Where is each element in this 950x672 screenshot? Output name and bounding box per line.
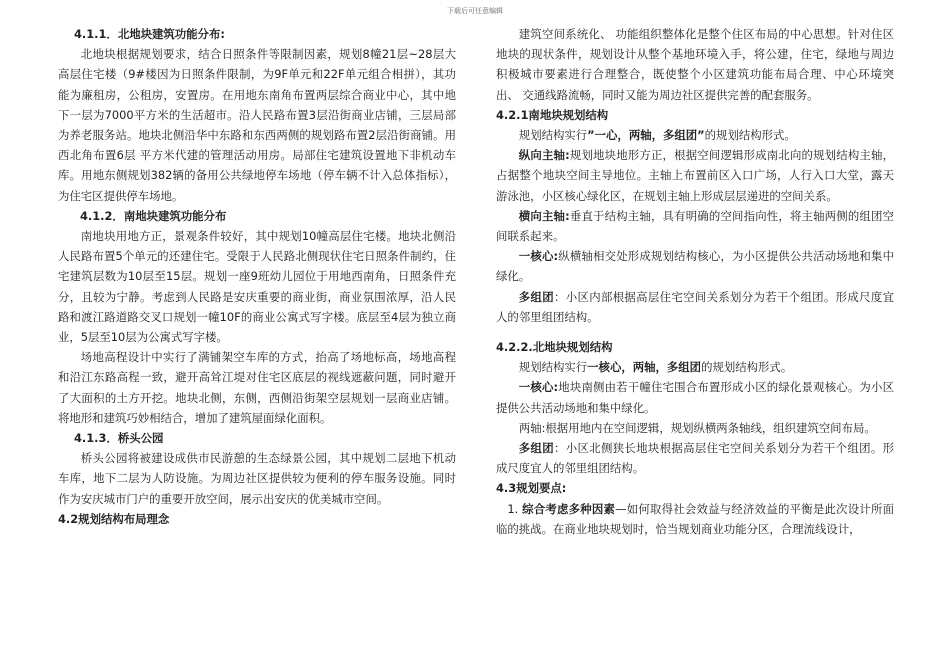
horizontal-axis-label: 横向主轴:	[518, 208, 570, 223]
right-column	[496, 24, 894, 539]
intro-structure: ”一心，两轴，多组团”	[587, 128, 705, 143]
horizontal-axis-text: 垂直于结构主轴，具有明确的空间指向性，将主轴两侧的组团空间联系起来。	[496, 208, 894, 244]
paragraph-4-1-2-a: 南地块用地方正，景观条件较好，其中规划10幢高层住宅楼。地块北侧沿人民路布置5个单元的还建住宅。受限于人民路北侧现状住宅日照条件制约，住宅建筑层数为10层至15层。规划一座9班幼儿园位于用地西南角，日照条件充分，且较为宁静。考虑到人民路是安庆重要的商业街，商业氛围浓厚，沿人民路和渡江路道路交叉口规划一幢10F的商业公寓式写字楼。底层至4层为独立商业，5层至10层为公寓式写字楼。	[58, 229, 456, 345]
point1-text: —如何取得社会效益与经济效益的平衡是此次设计所面临的挑战。在商业地块规划时，恰当规划商业功能分区，合理流线设计，	[496, 501, 894, 536]
vertical-axis-label: 纵向主轴:	[518, 148, 570, 163]
core-text: 纵横轴相交处形成规划结构核心，为小区提供公共活动场地和集中绿化。	[496, 249, 894, 284]
intro-pre: 规划结构实行	[518, 128, 588, 143]
point1-label: 综合考虑多种因素	[522, 501, 616, 516]
groups2-text: ：小区北侧狭长地块根据高层住宅空间关系划分为若干个组团。形成尺度宜人的邻里组团结构。	[496, 441, 894, 476]
core2-label: 一核心:	[518, 380, 559, 395]
intro2-pre: 规划结构实行	[518, 360, 588, 375]
paragraph-axes-2: 两轴:根据用地内在空间逻辑，规划纵横两条轴线，组织建筑空间布局。	[518, 420, 876, 435]
paragraph-4-2: 建筑空间系统化、 功能组织整体化是整个住区布局的中心思想。针对住区地块的现状条件，规划设计从整个基地环境入手，将公建，住宅，绿地与周边积极城市要素进行合理整合，既使整个小区建筑功能布局合理、中心环境突出、 交通线路流畅，同时又能为周边社区提供完善的配套服务。	[496, 27, 894, 102]
vertical-axis-text: 规划地块地形方正，根据空间逻辑形成南北向的规划结构主轴，占据整个地块空间主导地位。主轴上布置前区入口广场，人行入口大堂，露天游泳池，小区核心绿化区，在规划主轴上形成层层递进的空间关系。	[496, 148, 894, 203]
heading-4-2: 4.2规划结构布局理念	[58, 511, 170, 526]
core-label: 一核心:	[518, 249, 559, 264]
point1-number: 1.	[507, 501, 519, 516]
paragraph-4-2-2-intro	[496, 357, 894, 377]
groups2-label: 多组团	[518, 441, 555, 456]
heading-4-3: 4.3规划要点:	[496, 481, 567, 496]
heading-4-2-2: 4.2.2.北地块规划结构	[496, 340, 613, 355]
heading-4-2-1: 4.2.1南地块规划结构	[496, 107, 609, 122]
paragraph-4-1-3: 桥头公园将被建设成供市民游憩的生态绿景公园，其中规划二层地下机动车库，地下二层为人防设施。为周边社区提供较为便利的停车服务设施。同时作为安庆城市门户的重要开放空间，展示出安庆的优美城市空间。	[58, 451, 456, 506]
intro2-post: 的规划结构形式。	[701, 360, 793, 375]
header-note: 下载后可任意编辑	[447, 7, 503, 15]
intro-post: 的规划结构形式。	[704, 128, 796, 143]
core2-text: 地块南侧由若干幢住宅围合布置形成小区的绿化景观核心。为小区提供公共活动场地和集中绿化。	[496, 380, 894, 415]
paragraph-4-1-1: 北地块根据规划要求，结合日照条件等限制因素，规划8幢21层~28层大高层住宅楼（9#楼因为日照条件限制，为9F单元和22F单元组合相拼），其功能为廉租房，公租房，安置房。在用地东南角布置两层综合商业中心，其中地下一层为7000平方米的生活超市。沿人民路布置3层沿街商业店铺，三层局部为养老服务站。地块北侧沿华中东路和东西两侧的规划路布置2层沿街商铺。用西北角布置6层 平方米代建的管理活动用房。局部住宅建筑设置地下非机动车库。用地东侧规划382辆的备用公共绿地停车场地（停车辆不计入总体指标），为住宅区提供停车场地。	[58, 47, 456, 203]
paragraph-horizontal-axis	[496, 206, 894, 246]
intro2-structure: 一核心，两轴，多组团	[587, 360, 702, 375]
paragraph-point-1	[496, 499, 894, 539]
paragraph-4-2-1-intro	[496, 125, 894, 145]
paragraph-core	[496, 246, 894, 286]
paragraph-4-1-2-b: 场地高程设计中实行了满铺架空车库的方式，抬高了场地标高，场地高程和沿江东路高程一致，避开高耸江堤对住宅区底层的视线遮蔽问题，同时避开了大面积的土方开挖。地块北侧，东侧，西侧沿街架空层规划一层商业店铺。将地形和建筑巧妙相结合，增加了建筑屋面绿化面积。	[58, 350, 456, 425]
paragraph-vertical-axis	[496, 145, 894, 206]
section-gap	[496, 327, 894, 337]
groups-text: ：小区内部根据高层住宅空间关系划分为若干个组团。形成尺度宜人的邻里组团结构。	[496, 289, 894, 324]
paragraph-core-2	[496, 377, 894, 417]
heading-4-1-1: 4.1.1．北地块建筑功能分布:	[74, 27, 225, 41]
paragraph-groups-2	[496, 438, 894, 478]
left-column	[58, 24, 456, 529]
paragraph-groups	[496, 287, 894, 327]
heading-4-1-2: 4.1.2．南地块建筑功能分布	[80, 208, 227, 223]
groups-label: 多组团	[518, 289, 555, 304]
heading-4-1-3: 4.1.3．桥头公园	[74, 431, 164, 446]
